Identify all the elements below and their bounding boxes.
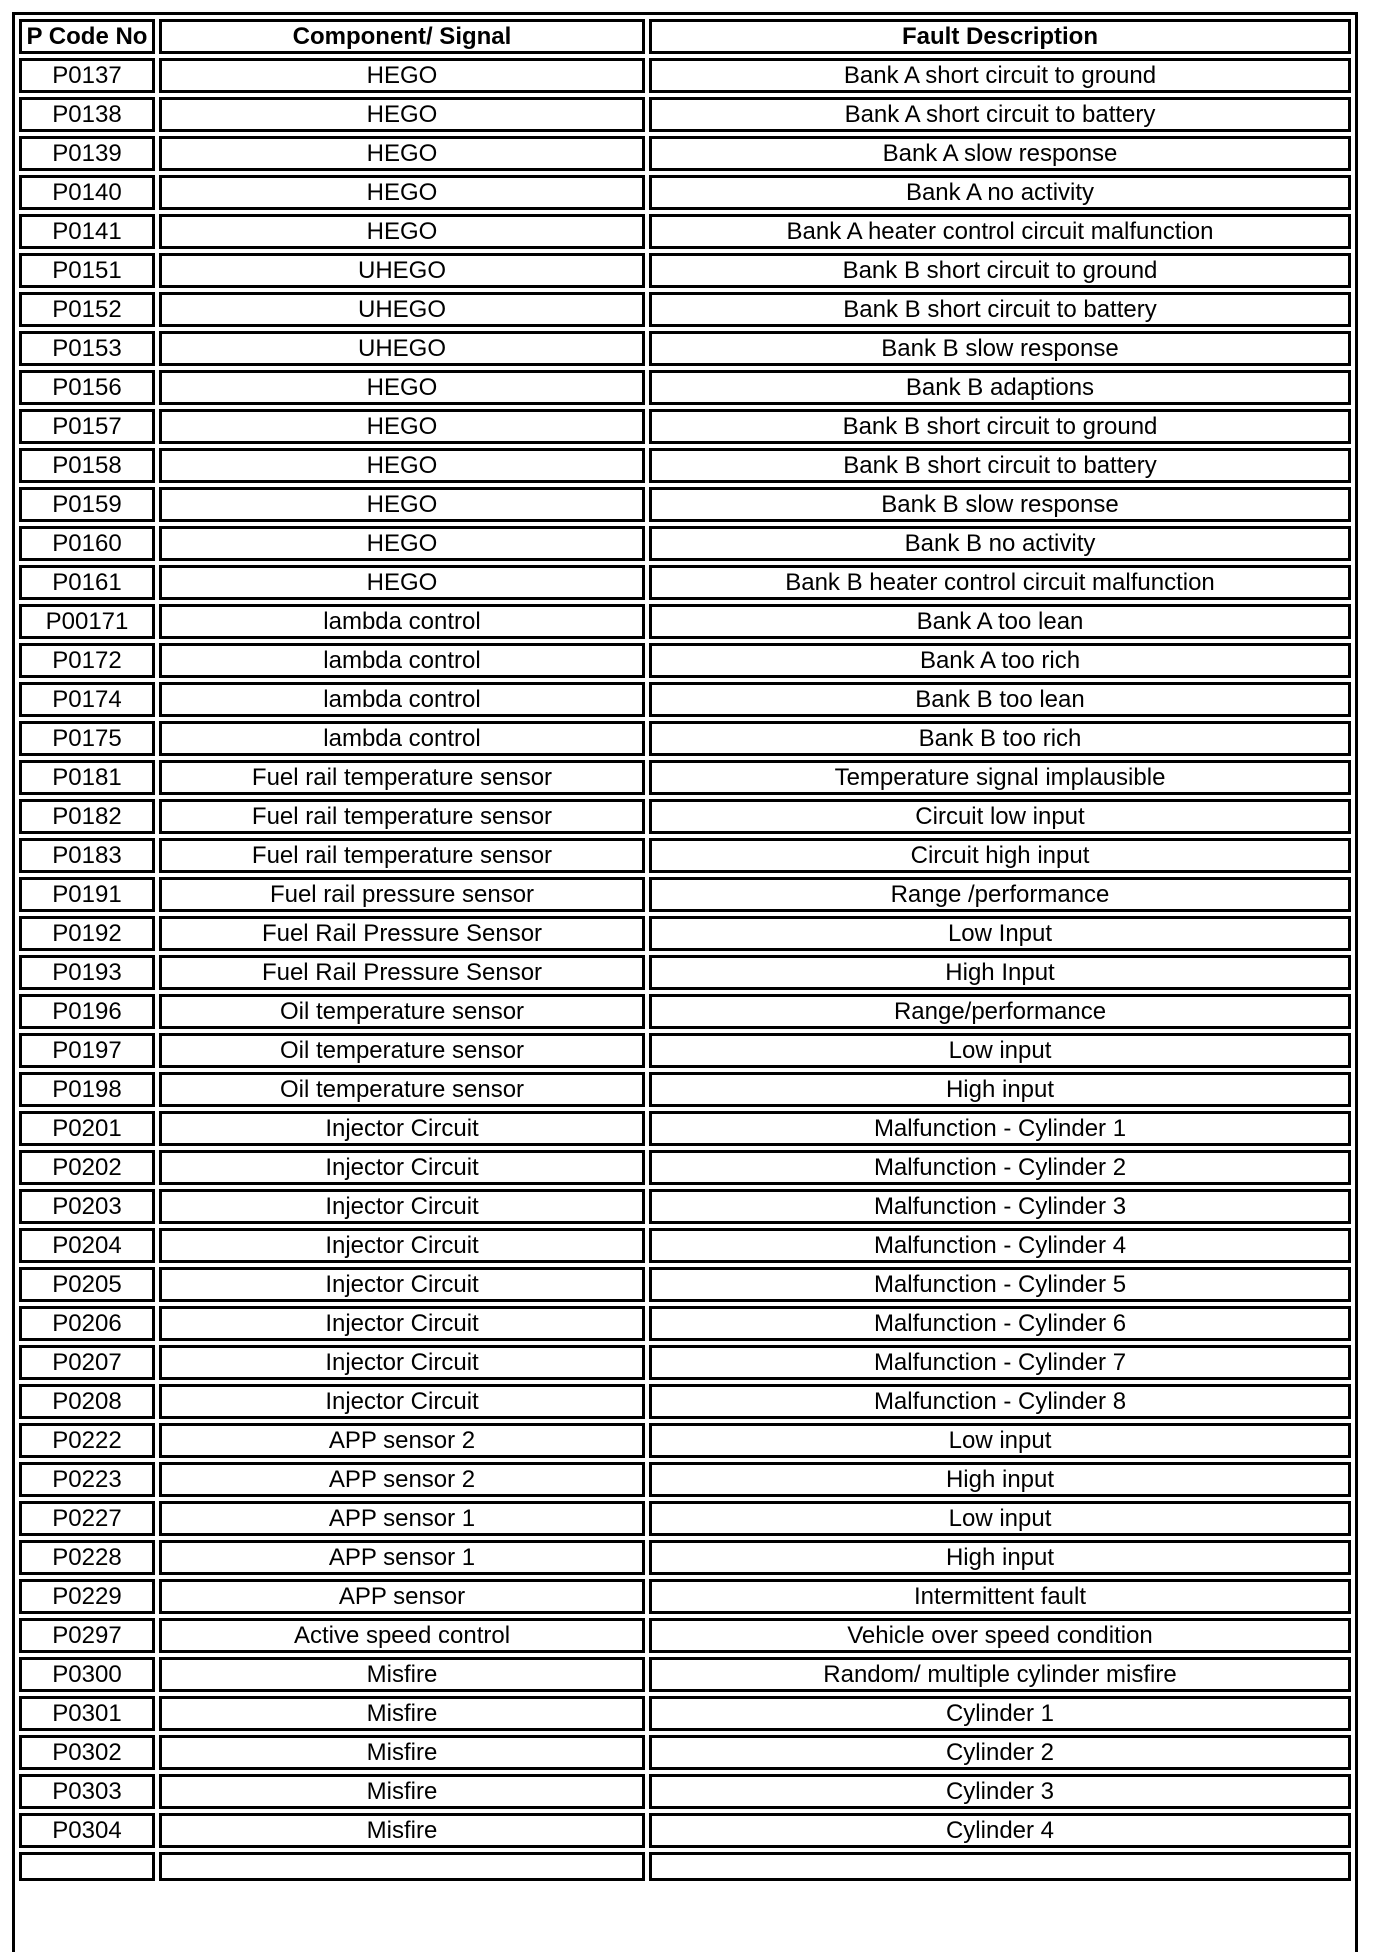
component-signal-cell: Active speed control — [159, 1618, 645, 1653]
fault-description-cell: High input — [649, 1072, 1351, 1107]
p-code-cell: P0156 — [19, 370, 155, 405]
p-code-cell: P0206 — [19, 1306, 155, 1341]
fault-description-cell: Vehicle over speed condition — [649, 1618, 1351, 1653]
table-row — [19, 136, 1351, 171]
p-code-cell: P0300 — [19, 1657, 155, 1692]
table-row — [19, 331, 1351, 366]
fault-description-cell: Malfunction - Cylinder 3 — [649, 1189, 1351, 1224]
p-code-cell: P0228 — [19, 1540, 155, 1575]
header-p-code-no: P Code No — [19, 19, 155, 54]
fault-description-cell: Range/performance — [649, 994, 1351, 1029]
table-row — [19, 1189, 1351, 1224]
table-row — [19, 1072, 1351, 1107]
component-signal-cell: Fuel rail temperature sensor — [159, 799, 645, 834]
component-signal-cell: APP sensor — [159, 1579, 645, 1614]
table-row — [19, 1228, 1351, 1263]
fault-description-cell: Bank A short circuit to battery — [649, 97, 1351, 132]
fault-description-cell: Malfunction - Cylinder 8 — [649, 1384, 1351, 1419]
fault-description-cell: Low Input — [649, 916, 1351, 951]
table-row — [19, 1501, 1351, 1536]
component-signal-cell: UHEGO — [159, 253, 645, 288]
fault-description-cell: High Input — [649, 955, 1351, 990]
fault-description-cell: Malfunction - Cylinder 7 — [649, 1345, 1351, 1380]
fault-description-cell: Malfunction - Cylinder 6 — [649, 1306, 1351, 1341]
fault-description-cell: Bank B adaptions — [649, 370, 1351, 405]
p-code-cell: P0138 — [19, 97, 155, 132]
component-signal-cell: Injector Circuit — [159, 1267, 645, 1302]
p-code-cell: P0183 — [19, 838, 155, 873]
component-signal-cell: Misfire — [159, 1657, 645, 1692]
component-signal-cell: lambda control — [159, 682, 645, 717]
component-signal-cell: lambda control — [159, 721, 645, 756]
table-row — [19, 1150, 1351, 1185]
p-code-cell: P0302 — [19, 1735, 155, 1770]
component-signal-cell: APP sensor 2 — [159, 1423, 645, 1458]
component-signal-cell: Oil temperature sensor — [159, 1072, 645, 1107]
fault-description-cell: Bank B short circuit to ground — [649, 409, 1351, 444]
component-signal-cell: HEGO — [159, 136, 645, 171]
component-signal-cell: Injector Circuit — [159, 1111, 645, 1146]
fault-description-cell: Malfunction - Cylinder 5 — [649, 1267, 1351, 1302]
fault-description-cell: Temperature signal implausible — [649, 760, 1351, 795]
p-code-cell: P0193 — [19, 955, 155, 990]
table-row — [19, 955, 1351, 990]
table-row — [19, 1423, 1351, 1458]
fault-description-cell: Malfunction - Cylinder 1 — [649, 1111, 1351, 1146]
p-code-cell: P0208 — [19, 1384, 155, 1419]
table-row — [19, 1540, 1351, 1575]
fault-description-cell: Bank B slow response — [649, 331, 1351, 366]
component-signal-cell: HEGO — [159, 487, 645, 522]
p-code-cell: P0297 — [19, 1618, 155, 1653]
p-code-cell: P0139 — [19, 136, 155, 171]
table-header — [19, 19, 1351, 54]
table-row — [19, 1735, 1351, 1770]
component-signal-cell: Injector Circuit — [159, 1384, 645, 1419]
p-code-cell: P0203 — [19, 1189, 155, 1224]
empty-cell — [19, 1852, 155, 1881]
fault-description-cell: Intermittent fault — [649, 1579, 1351, 1614]
component-signal-cell: Misfire — [159, 1735, 645, 1770]
component-signal-cell: lambda control — [159, 604, 645, 639]
component-signal-cell: Oil temperature sensor — [159, 1033, 645, 1068]
component-signal-cell: HEGO — [159, 526, 645, 561]
fault-description-cell: Bank A too rich — [649, 643, 1351, 678]
table-row — [19, 526, 1351, 561]
table-row — [19, 1267, 1351, 1302]
component-signal-cell: Injector Circuit — [159, 1306, 645, 1341]
fault-description-cell: Cylinder 3 — [649, 1774, 1351, 1809]
p-code-cell: P0158 — [19, 448, 155, 483]
table-row — [19, 760, 1351, 795]
fault-code-table — [15, 15, 1355, 1885]
fault-description-cell: Cylinder 4 — [649, 1813, 1351, 1848]
fault-description-cell: Malfunction - Cylinder 4 — [649, 1228, 1351, 1263]
table-row — [19, 1579, 1351, 1614]
table-row — [19, 292, 1351, 327]
component-signal-cell: APP sensor 1 — [159, 1501, 645, 1536]
table-row — [19, 448, 1351, 483]
fault-description-cell: Low input — [649, 1423, 1351, 1458]
table-row — [19, 58, 1351, 93]
table-row — [19, 1306, 1351, 1341]
table-row — [19, 799, 1351, 834]
header-component-signal: Component/ Signal — [159, 19, 645, 54]
fault-description-cell: Bank B short circuit to ground — [649, 253, 1351, 288]
table-row — [19, 253, 1351, 288]
table-row — [19, 1033, 1351, 1068]
component-signal-cell: Oil temperature sensor — [159, 994, 645, 1029]
table-body — [19, 58, 1351, 1881]
p-code-cell: P0157 — [19, 409, 155, 444]
fault-description-cell: Bank A no activity — [649, 175, 1351, 210]
component-signal-cell: HEGO — [159, 97, 645, 132]
table-row — [19, 877, 1351, 912]
component-signal-cell: Misfire — [159, 1813, 645, 1848]
table-row — [19, 1345, 1351, 1380]
component-signal-cell: Injector Circuit — [159, 1345, 645, 1380]
p-code-cell: P0303 — [19, 1774, 155, 1809]
fault-description-cell: Bank B short circuit to battery — [649, 292, 1351, 327]
component-signal-cell: APP sensor 2 — [159, 1462, 645, 1497]
fault-description-cell: Bank A too lean — [649, 604, 1351, 639]
p-code-cell: P0160 — [19, 526, 155, 561]
p-code-cell: P0227 — [19, 1501, 155, 1536]
fault-description-cell: Circuit low input — [649, 799, 1351, 834]
p-code-cell: P0175 — [19, 721, 155, 756]
fault-description-cell: Bank B heater control circuit malfunction — [649, 565, 1351, 600]
p-code-cell: P0196 — [19, 994, 155, 1029]
table-row — [19, 97, 1351, 132]
p-code-cell: P0304 — [19, 1813, 155, 1848]
component-signal-cell: Fuel Rail Pressure Sensor — [159, 916, 645, 951]
table-row-cut-off — [19, 1852, 1351, 1881]
fault-description-cell: Bank B too lean — [649, 682, 1351, 717]
component-signal-cell: Injector Circuit — [159, 1150, 645, 1185]
component-signal-cell: HEGO — [159, 175, 645, 210]
table-row — [19, 721, 1351, 756]
p-code-cell: P0192 — [19, 916, 155, 951]
component-signal-cell: Misfire — [159, 1696, 645, 1731]
fault-description-cell: Circuit high input — [649, 838, 1351, 873]
table-row — [19, 1384, 1351, 1419]
table-row — [19, 1813, 1351, 1848]
p-code-cell: P0182 — [19, 799, 155, 834]
table-row — [19, 643, 1351, 678]
component-signal-cell: HEGO — [159, 214, 645, 249]
p-code-cell: P0140 — [19, 175, 155, 210]
p-code-cell: P0201 — [19, 1111, 155, 1146]
p-code-cell: P0222 — [19, 1423, 155, 1458]
p-code-cell: P0301 — [19, 1696, 155, 1731]
fault-description-cell: High input — [649, 1540, 1351, 1575]
fault-description-cell: Bank A slow response — [649, 136, 1351, 171]
fault-description-cell: Random/ multiple cylinder misfire — [649, 1657, 1351, 1692]
fault-description-cell: Bank B too rich — [649, 721, 1351, 756]
p-code-cell: P0141 — [19, 214, 155, 249]
p-code-cell: P0197 — [19, 1033, 155, 1068]
p-code-cell: P0172 — [19, 643, 155, 678]
p-code-cell: P0181 — [19, 760, 155, 795]
fault-description-cell: Range /performance — [649, 877, 1351, 912]
fault-description-cell: Cylinder 1 — [649, 1696, 1351, 1731]
table-row — [19, 682, 1351, 717]
component-signal-cell: UHEGO — [159, 292, 645, 327]
empty-cell — [649, 1852, 1351, 1881]
table-row — [19, 1618, 1351, 1653]
table-row — [19, 214, 1351, 249]
table-row — [19, 565, 1351, 600]
table-row — [19, 409, 1351, 444]
table-row — [19, 487, 1351, 522]
fault-description-cell: Bank B short circuit to battery — [649, 448, 1351, 483]
fault-description-cell: Low input — [649, 1501, 1351, 1536]
p-code-cell: P0204 — [19, 1228, 155, 1263]
p-code-cell: P0153 — [19, 331, 155, 366]
p-code-cell: P0207 — [19, 1345, 155, 1380]
component-signal-cell: HEGO — [159, 370, 645, 405]
component-signal-cell: Injector Circuit — [159, 1228, 645, 1263]
component-signal-cell: Injector Circuit — [159, 1189, 645, 1224]
p-code-cell: P0198 — [19, 1072, 155, 1107]
component-signal-cell: HEGO — [159, 409, 645, 444]
p-code-cell: P0137 — [19, 58, 155, 93]
component-signal-cell: Fuel Rail Pressure Sensor — [159, 955, 645, 990]
fault-description-cell: Low input — [649, 1033, 1351, 1068]
header-fault-description: Fault Description — [649, 19, 1351, 54]
p-code-cell: P0174 — [19, 682, 155, 717]
table-row — [19, 175, 1351, 210]
fault-description-cell: Bank A heater control circuit malfunction — [649, 214, 1351, 249]
table-row — [19, 1657, 1351, 1692]
table-row — [19, 604, 1351, 639]
component-signal-cell: Fuel rail temperature sensor — [159, 838, 645, 873]
table-row — [19, 994, 1351, 1029]
fault-description-cell: Malfunction - Cylinder 2 — [649, 1150, 1351, 1185]
p-code-cell: P0161 — [19, 565, 155, 600]
table-row — [19, 838, 1351, 873]
p-code-cell: P00171 — [19, 604, 155, 639]
component-signal-cell: HEGO — [159, 448, 645, 483]
fault-description-cell: Bank A short circuit to ground — [649, 58, 1351, 93]
p-code-cell: P0159 — [19, 487, 155, 522]
component-signal-cell: Misfire — [159, 1774, 645, 1809]
fault-description-cell: Cylinder 2 — [649, 1735, 1351, 1770]
component-signal-cell: HEGO — [159, 565, 645, 600]
p-code-cell: P0151 — [19, 253, 155, 288]
fault-description-cell: High input — [649, 1462, 1351, 1497]
p-code-cell: P0223 — [19, 1462, 155, 1497]
fault-description-cell: Bank B no activity — [649, 526, 1351, 561]
table-row — [19, 370, 1351, 405]
component-signal-cell: HEGO — [159, 58, 645, 93]
p-code-cell: P0205 — [19, 1267, 155, 1302]
component-signal-cell: APP sensor 1 — [159, 1540, 645, 1575]
p-code-cell: P0191 — [19, 877, 155, 912]
table-row — [19, 1462, 1351, 1497]
table-row — [19, 1774, 1351, 1809]
fault-code-table-container — [12, 12, 1358, 1952]
p-code-cell: P0229 — [19, 1579, 155, 1614]
fault-description-cell: Bank B slow response — [649, 487, 1351, 522]
component-signal-cell: Fuel rail pressure sensor — [159, 877, 645, 912]
p-code-cell: P0202 — [19, 1150, 155, 1185]
table-row — [19, 1111, 1351, 1146]
header-row — [19, 19, 1351, 54]
component-signal-cell: UHEGO — [159, 331, 645, 366]
component-signal-cell: Fuel rail temperature sensor — [159, 760, 645, 795]
table-row — [19, 1696, 1351, 1731]
component-signal-cell: lambda control — [159, 643, 645, 678]
p-code-cell: P0152 — [19, 292, 155, 327]
table-row — [19, 916, 1351, 951]
empty-cell — [159, 1852, 645, 1881]
